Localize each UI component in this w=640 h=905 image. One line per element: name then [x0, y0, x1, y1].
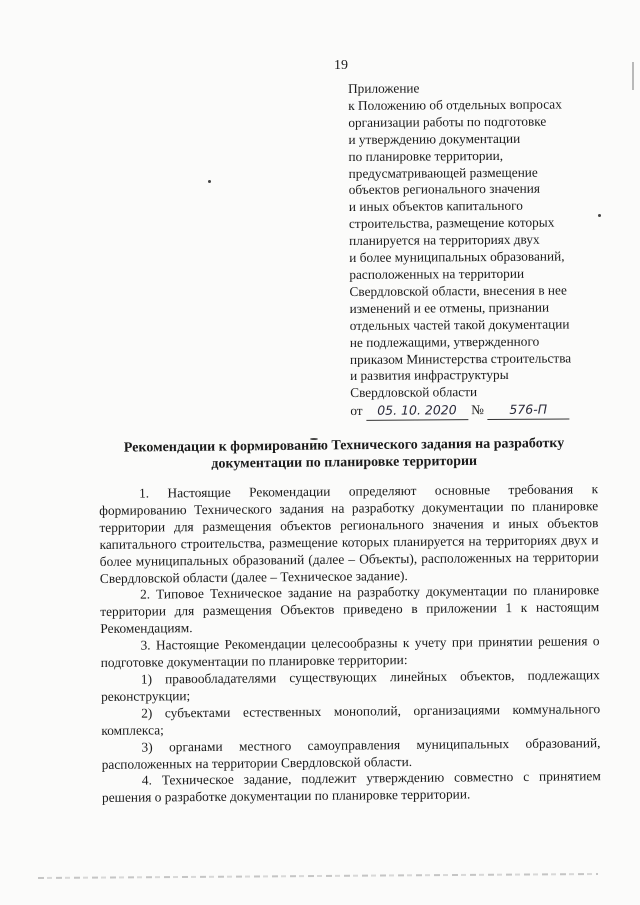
order-date-number: [350, 401, 612, 421]
appendix-line: объектов регионального значения: [348, 181, 540, 198]
paragraph: 1. Настоящие Рекомендации определяют основные требования к формированию Технического задания на разработку документации по планировке территории для размещения объектов регионального значения и иных объектов капитального строительства, размещение которых планируется на территориях двух и более муниципальных образований (далее – Объекты), расположенных на территории Свердловской области (далее – Техническое задание).: [99, 481, 599, 586]
page-number: 19: [334, 58, 348, 73]
order-number: 576-П: [487, 402, 569, 420]
appendix-line: по планировке территории,: [348, 147, 504, 164]
appendix-line: Приложение: [348, 80, 420, 96]
appendix-line: отдельных частей такой документации: [349, 316, 570, 333]
scan-artifact: [38, 873, 598, 879]
appendix-line: расположенных на территории: [349, 265, 525, 282]
appendix-line: и иных объектов капитального: [348, 198, 523, 215]
paragraph: 3. Настоящие Рекомендации целесообразны к учету при принятии решения о подготовке документации по планировке территории:: [100, 633, 600, 671]
appendix-line: и более муниципальных образований,: [349, 248, 565, 266]
from-label: от: [350, 403, 363, 419]
list-item: 2) субъектами естественных монополий, организациями коммунального комплекса;: [101, 700, 601, 738]
appendix-line: изменений и ее отмены, признании: [349, 299, 550, 316]
appendix-line: и развития инфраструктуры: [350, 367, 509, 384]
document-title: [84, 435, 604, 474]
title-line: Рекомендации к формированию Технического задания на разработку: [123, 435, 565, 456]
list-item: 3) органами местного самоуправления муниципальных образований, расположенных на территории Свердловской области.: [101, 734, 601, 772]
appendix-line: приказом Министерства строительства: [349, 349, 572, 367]
appendix-line: предусматривающей размещение: [348, 164, 538, 181]
appendix-line: не подлежащими, утвержденного: [349, 333, 540, 350]
order-date: 05. 10. 2020: [366, 402, 468, 421]
body-text: [99, 481, 601, 807]
appendix-line: Свердловской области: [350, 384, 478, 401]
appendix-header: [348, 79, 612, 421]
number-label: №: [471, 402, 484, 418]
appendix-line: Свердловской области, внесения в нее: [349, 282, 567, 299]
scan-artifact: [632, 62, 634, 90]
appendix-line: планируется на территориях двух: [349, 231, 540, 249]
paragraph: 2. Типовое Техническое задание на разработку документации по планировке территории для размещения Объектов приведено в приложении 1 к настоящим Рекомендациям.: [100, 582, 600, 637]
scan-speck: [208, 180, 211, 183]
appendix-line: и утверждению документации: [348, 130, 521, 147]
appendix-line: к Положению об отдельных вопросах: [348, 96, 562, 113]
paragraph: 4. Техническое задание, подлежит утверждению совместно с принятием решения о разработке документации по планировке территории.: [101, 768, 601, 806]
appendix-line: организации работы по подготовке: [348, 113, 547, 130]
title-line: документации по планировке территории: [211, 453, 478, 472]
appendix-line: строительства, размещение которых: [348, 214, 555, 232]
list-item: 1) правообладателями существующих линейных объектов, подлежащих реконструкции;: [100, 667, 600, 704]
